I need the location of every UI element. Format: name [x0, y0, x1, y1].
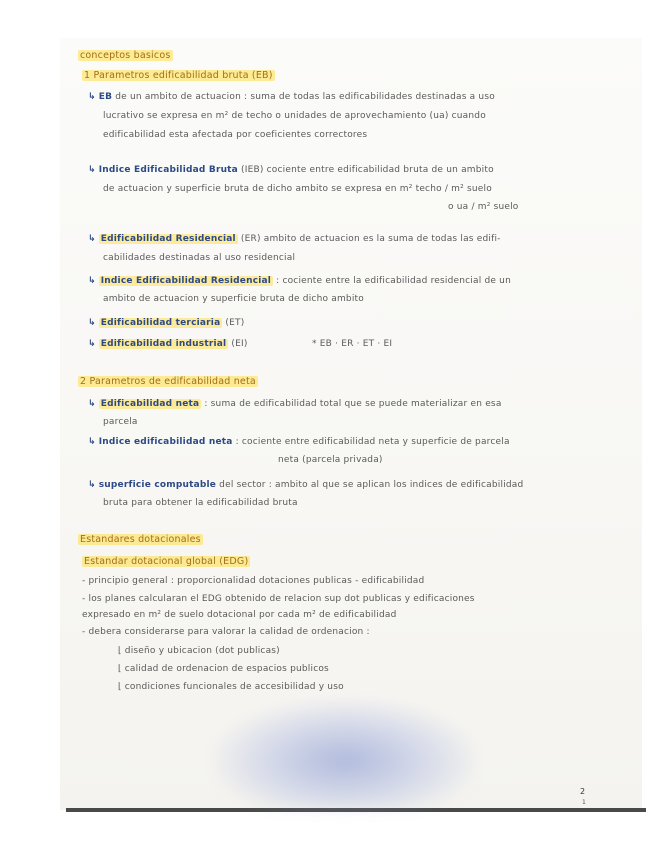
arrow-icon: ↳	[88, 339, 96, 349]
section2-heading-text: 2 Parametros de edificabilidad neta	[80, 376, 256, 387]
item-ien	[88, 437, 510, 448]
eb-formula: * EB · ER · ET · EI	[312, 339, 393, 349]
edg-line-1: - principio general : proporcionalidad dotaciones publicas - edificabilidad	[82, 576, 425, 586]
edg-line-4: - debera considerarse para valorar la calidad de ordenacion :	[82, 627, 370, 637]
term-sc: superficie computable	[98, 480, 217, 490]
item-er-line-2: cabilidades destinadas al uso residencial	[103, 253, 296, 263]
section3-subheading	[82, 556, 250, 568]
hook-icon: ⌊	[118, 664, 125, 674]
section2-heading	[78, 376, 258, 388]
page-mark: 1	[582, 799, 586, 806]
item-eb	[88, 92, 495, 103]
item-ieb-line-2: de actuacion y superficie bruta de dicho ambito se expresa en m² techo / m² suelo	[103, 184, 492, 194]
arrow-icon: ↳	[88, 276, 96, 286]
page-number: 2	[580, 787, 586, 796]
item-en-line-2: parcela	[103, 417, 138, 427]
term-ei: Edificabilidad industrial	[100, 339, 227, 349]
term-ier: Indice Edificabilidad Residencial	[100, 276, 272, 286]
item-ieb-line-3: o ua / m² suelo	[448, 202, 519, 212]
term-eb: EB	[98, 92, 113, 102]
item-ier	[88, 276, 511, 287]
title-text: conceptos basicos	[80, 50, 171, 61]
section3-heading	[78, 534, 203, 546]
arrow-icon: ↳	[88, 480, 96, 490]
arrow-icon: ↳	[88, 165, 96, 175]
section3-subheading-text: Estandar dotacional global (EDG)	[84, 556, 249, 567]
item-ien-line-2: neta (parcela privada)	[278, 455, 383, 465]
arrow-icon: ↳	[88, 234, 96, 244]
hook-icon: ⌊	[118, 682, 125, 692]
hook-icon: ⌊	[118, 646, 125, 656]
term-ieb: Indice Edificabilidad Bruta	[98, 165, 238, 175]
sublist-item-1	[118, 646, 280, 657]
sublist-item-3	[118, 682, 344, 693]
item-et-line-1: (ET)	[225, 318, 245, 328]
arrow-icon: ↳	[88, 437, 96, 447]
section1-heading-text: 1 Parametros edificabilidad bruta (EB)	[84, 70, 273, 81]
term-et: Edificabilidad terciaria	[100, 318, 221, 328]
item-et	[88, 318, 244, 329]
term-en: Edificabilidad neta	[100, 399, 200, 409]
item-ei	[88, 339, 248, 350]
item-ieb-line-1: (IEB) cociente entre edificabilidad bruta de un ambito	[241, 165, 494, 175]
item-sc-line-2: bruta para obtener la edificabilidad bruta	[103, 498, 298, 508]
edg-line-3: expresado en m² de suelo dotacional por cada m² de edificabilidad	[82, 610, 397, 620]
item-ieb	[88, 165, 494, 176]
sublist-item-3-text: condiciones funcionales de accesibilidad y uso	[124, 682, 344, 692]
item-sc-line-1: del sector : ambito al que se aplican los indices de edificabilidad	[219, 480, 524, 490]
arrow-icon: ↳	[88, 92, 96, 102]
sublist-item-1-text: diseño y ubicacion (dot publicas)	[124, 646, 280, 656]
section3-heading-text: Estandares dotacionales	[80, 534, 201, 545]
item-ier-line-2: ambito de actuacion y superficie bruta de dicho ambito	[103, 294, 364, 304]
term-ien: Indice edificabilidad neta	[98, 437, 233, 447]
item-er	[88, 234, 501, 245]
item-sc	[88, 480, 523, 491]
arrow-icon: ↳	[88, 399, 96, 409]
item-en-line-1: : suma de edificabilidad total que se puede materializar en esa	[204, 399, 502, 409]
edg-line-2: - los planes calcularan el EDG obtenido de relacion sup dot publicas y edificaciones	[82, 594, 475, 604]
item-ei-line-1: (EI)	[231, 339, 248, 349]
item-eb-line-3: edificabilidad esta afectada por coeficientes correctores	[103, 130, 368, 140]
item-ien-line-1: : cociente entre edificabilidad neta y superficie de parcela	[235, 437, 510, 447]
arrow-icon: ↳	[88, 318, 96, 328]
item-en	[88, 399, 502, 410]
paper-sheet	[60, 38, 642, 810]
sublist-item-2	[118, 664, 329, 675]
term-er: Edificabilidad Residencial	[100, 234, 236, 244]
section1-heading	[82, 70, 275, 82]
item-er-line-1: (ER) ambito de actuacion es la suma de todas las edifi-	[240, 234, 501, 244]
sublist-item-2-text: calidad de ordenacion de espacios publicos	[124, 664, 329, 674]
item-ier-line-1: : cociente entre la edificabilidad residencial de un	[276, 276, 511, 286]
item-eb-line-1: de un ambito de actuacion : suma de todas las edificabilidades destinadas a uso	[115, 92, 495, 102]
page-title	[78, 50, 173, 62]
blue-smudge	[215, 700, 475, 810]
item-eb-line-2: lucrativo se expresa en m² de techo o unidades de aprovechamiento (ua) cuando	[103, 111, 486, 121]
